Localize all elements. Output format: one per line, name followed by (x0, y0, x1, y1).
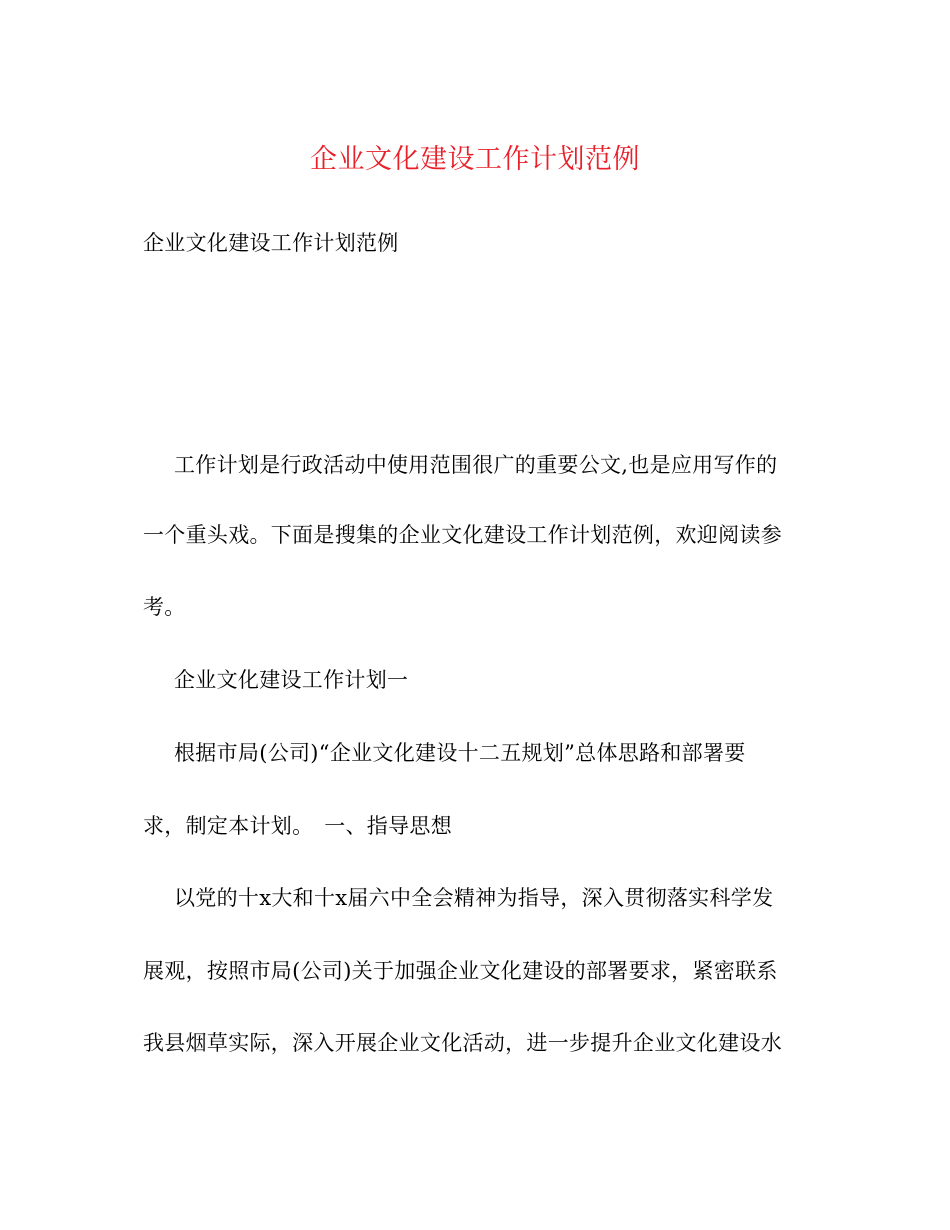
paragraph-line: 工作计划是行政活动中使用范围很广的重要公文,也是应用写作的 (174, 453, 778, 477)
paragraph-line: 求，制定本计划。 一、指导思想 (143, 814, 452, 838)
section-heading: 企业文化建设工作计划一 (174, 668, 409, 692)
paragraph-line: 我县烟草实际，深入开展企业文化活动，进一步提升企业文化建设水 (143, 1031, 782, 1055)
paragraph-line: 根据市局(公司)“企业文化建设十二五规划”总体思路和部署要 (174, 741, 746, 765)
document-subtitle: 企业文化建设工作计划范例 (143, 231, 399, 255)
paragraph-line: 以党的十x大和十x届六中全会精神为指导，深入贯彻落实科学发 (174, 886, 774, 910)
paragraph-line: 考。 (143, 595, 186, 619)
paragraph-line: 一个重头戏。下面是搜集的企业文化建设工作计划范例，欢迎阅读参 (143, 523, 782, 547)
paragraph-line: 展观，按照市局(公司)关于加强企业文化建设的部署要求，紧密联系 (143, 959, 778, 983)
document-title: 企业文化建设工作计划范例 (310, 144, 640, 175)
